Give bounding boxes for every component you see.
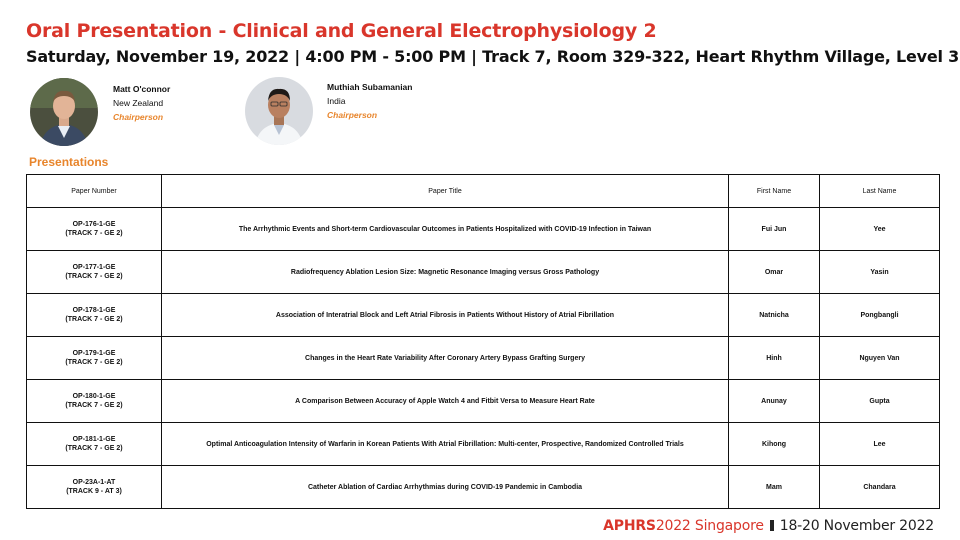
first-name: Fui Jun	[729, 208, 820, 251]
header-paper-number: Paper Number	[27, 175, 162, 208]
first-name: Kihong	[729, 423, 820, 466]
first-name: Mam	[729, 466, 820, 509]
paper-title: Radiofrequency Ablation Lesion Size: Magnetic Resonance Imaging versus Gross Pathology	[162, 251, 729, 294]
paper-number: OP-179-1-GE	[72, 350, 116, 357]
paper-title: Changes in the Heart Rate Variability After Coronary Artery Bypass Grafting Surgery	[162, 337, 729, 380]
last-name: Pongbangli	[820, 294, 940, 337]
last-name: Gupta	[820, 380, 940, 423]
paper-number: OP-181-1-GE	[72, 436, 116, 443]
table-row	[27, 423, 940, 466]
last-name: Nguyen Van	[820, 337, 940, 380]
paper-number-cell	[27, 423, 162, 466]
chair-2-role: Chairperson	[327, 110, 378, 120]
paper-track: (TRACK 7 - GE 2)	[65, 359, 123, 366]
table-row	[27, 380, 940, 423]
table-row	[27, 466, 940, 509]
chair-1-name: Matt O'connor	[113, 84, 171, 94]
last-name: Yasin	[820, 251, 940, 294]
paper-title: The Arrhythmic Events and Short-term Cardiovascular Outcomes in Patients Hospitalized with COVID-19 Infection in Taiwan	[162, 208, 729, 251]
table-header-row	[27, 175, 940, 208]
paper-number: OP-178-1-GE	[72, 307, 116, 314]
event-footer	[603, 518, 934, 534]
header-first-name: First Name	[729, 175, 820, 208]
paper-track: (TRACK 7 - GE 2)	[65, 402, 123, 409]
chair-2-name: Muthiah Subamanian	[327, 82, 413, 92]
paper-number-cell	[27, 380, 162, 423]
table-row	[27, 251, 940, 294]
first-name: Anunay	[729, 380, 820, 423]
paper-number-cell	[27, 294, 162, 337]
chair-1-avatar	[30, 78, 98, 146]
footer-divider	[770, 520, 774, 531]
first-name: Natnicha	[729, 294, 820, 337]
chair-2-info	[327, 80, 412, 122]
table-row	[27, 294, 940, 337]
chair-1-country: New Zealand	[113, 98, 164, 108]
page-title: Oral Presentation - Clinical and General Electrophysiology 2	[26, 20, 657, 42]
paper-number-cell	[27, 466, 162, 509]
footer-brand: APHRS	[603, 518, 656, 534]
paper-title: Catheter Ablation of Cardiac Arrhythmias during COVID-19 Pandemic in Cambodia	[162, 466, 729, 509]
paper-number: OP-180-1-GE	[72, 393, 116, 400]
presentations-table	[26, 174, 940, 509]
table-row	[27, 208, 940, 251]
last-name: Lee	[820, 423, 940, 466]
paper-number: OP-177-1-GE	[72, 264, 116, 271]
first-name: Omar	[729, 251, 820, 294]
chair-2-country: India	[327, 96, 346, 106]
footer-year: 2022	[655, 518, 691, 534]
header-last-name: Last Name	[820, 175, 940, 208]
paper-track: (TRACK 7 - GE 2)	[65, 273, 123, 280]
paper-title: Optimal Anticoagulation Intensity of Warfarin in Korean Patients With Atrial Fibrillation: Multi-center, Prospective, Randomized Controlled Trials	[162, 423, 729, 466]
paper-title: Association of Interatrial Block and Left Atrial Fibrosis in Patients Without History of Atrial Fibrillation	[162, 294, 729, 337]
paper-number-cell	[27, 337, 162, 380]
paper-track: (TRACK 7 - GE 2)	[65, 230, 123, 237]
first-name: Hinh	[729, 337, 820, 380]
chair-2-avatar	[245, 77, 313, 145]
presentations-heading: Presentations	[29, 155, 109, 169]
header-paper-title: Paper Title	[162, 175, 729, 208]
paper-number-cell	[27, 208, 162, 251]
session-details: Saturday, November 19, 2022 | 4:00 PM - 5:00 PM | Track 7, Room 329-322, Heart Rhythm Village, Level 3	[26, 47, 960, 66]
last-name: Yee	[820, 208, 940, 251]
paper-number: OP-176-1-GE	[72, 221, 116, 228]
chair-1-info	[113, 82, 170, 124]
footer-city: Singapore	[690, 518, 764, 534]
paper-track: (TRACK 9 - AT 3)	[66, 488, 122, 495]
footer-dates: 18-20 November 2022	[779, 518, 934, 534]
last-name: Chandara	[820, 466, 940, 509]
paper-track: (TRACK 7 - GE 2)	[65, 316, 123, 323]
paper-number-cell	[27, 251, 162, 294]
table-row	[27, 337, 940, 380]
paper-track: (TRACK 7 - GE 2)	[65, 445, 123, 452]
paper-number: OP-23A-1-AT	[72, 479, 116, 486]
paper-title: A Comparison Between Accuracy of Apple Watch 4 and Fitbit Versa to Measure Heart Rate	[162, 380, 729, 423]
chair-1-role: Chairperson	[113, 112, 164, 122]
